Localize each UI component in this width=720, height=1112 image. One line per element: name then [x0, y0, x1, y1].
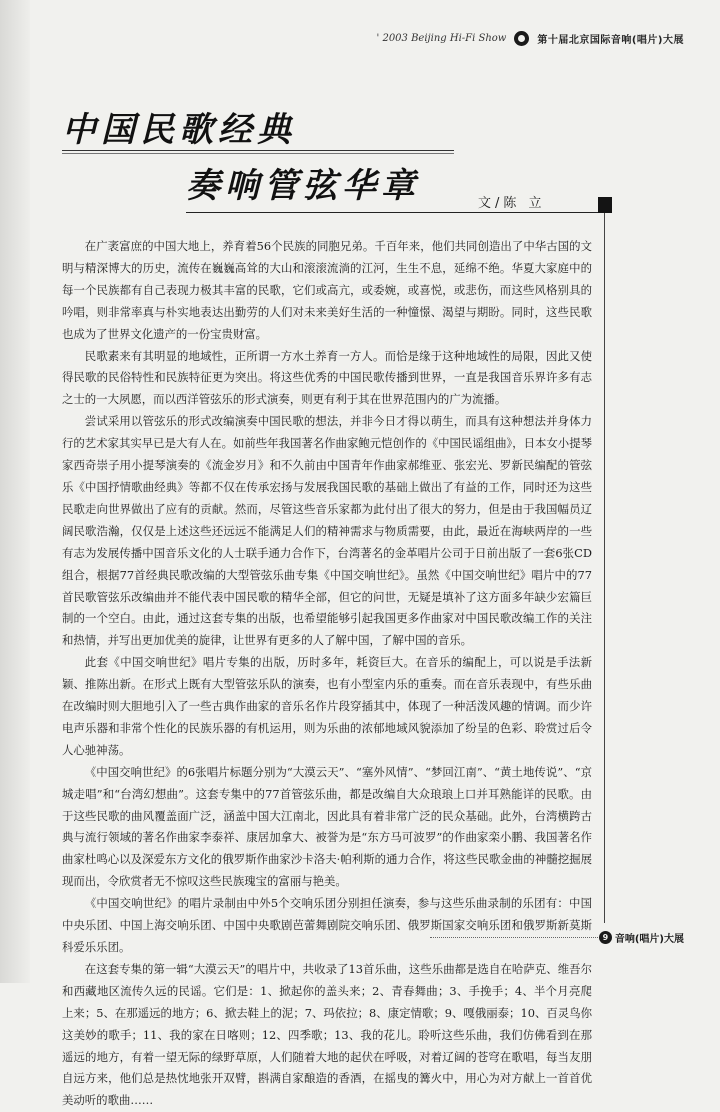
byline-marker — [598, 197, 612, 213]
footer-dotted-line — [430, 937, 600, 939]
title-rule — [62, 150, 454, 151]
paragraph: 尝试采用以管弦乐的形式改编演奏中国民歌的想法，并非今日才得以萌生，而具有这种想法并身体力行的艺术家其实早已是大有人在。如前些年我国著名作曲家鲍元恺创作的《中国民谣组曲》，日本女小提琴家西奇崇子用小提琴演奏的《流金岁月》和不久前由中国青年作曲家郝维亚、张宏光、罗新民编配的管弦乐《中国抒情歌曲经典》等都不仅在传承宏扬与发展我国民歌的基础上做出了有益的工作，同时还为这些民歌走向世界做出了应有的贡献。然而，尽管这些音乐家都为此付出了很大的努力，但是由于我国幅员辽阔民歌浩瀚，仅仅是上述这些还远远不能满足人们的精神需求与物质需要，由此，最近在海峡两岸的一些有志为发展传播中国音乐文化的人士联手通力合作下，台湾著名的金革唱片公司于日前出版了一套6张CD组合，根据77首经典民歌改编的大型管弦乐曲专集《中国交响世纪》。虽然《中国交响世纪》唱片中的77首民歌管弦乐改编曲并不能代表中国民歌的精华全部，但它的问世，无疑是填补了这方面多年缺少宏篇巨制的一个空白。由此，通过这套专集的出版，也希望能够引起我国更多作曲家对中国民歌改编工作的关注和热情，并写出更加优美的旋律，让世界有更多的人了解中国，了解中国的音乐。 — [62, 414, 592, 648]
running-header — [377, 28, 684, 48]
paragraph: 在广袤富庶的中国大地上，养育着56个民族的同胞兄弟。千百年来，他们共同创造出了中华古国的文明与精深博大的历史，流传在巍巍高耸的大山和滚滚流淌的江河，生生不息，延绵不绝。华夏大家庭中的每一个民族都有自己表现力极其丰富的民歌，它们或高亢，或委婉，或喜悦，或悲伤，而这些风格别具的吟唱，则非常率真与朴实地表达出勤劳的人们对未来美好生活的一种憧憬、渴望与期盼。同时，这些民歌也成为了世界文化遗产的一份宝贵财富。 — [62, 239, 592, 341]
page-number: 9 — [599, 931, 612, 944]
title-rule-secondary — [62, 153, 454, 154]
magazine-name: 音响(唱片)大展 — [614, 934, 684, 945]
author-byline: 文/陈 立 — [478, 196, 546, 211]
event-name: 第十届北京国际音响(唱片)大展 — [537, 34, 684, 46]
page-edge — [0, 0, 30, 983]
disc-icon — [514, 31, 529, 46]
article-body — [62, 236, 592, 1112]
paragraph: 民歌素来有其明显的地域性，正所谓一方水土养育一方人。而恰是缘于这种地域性的局限，因此又使得民歌的民俗特性和民族特征更为突出。将这些优秀的中国民歌传播到世界，一直是我国音乐界许多有志之士的一大夙愿，而以西洋管弦乐的形式演奏，则更有利于其在世界范围内的广为流播。 — [62, 348, 592, 407]
paragraph: 《中国交响世纪》的唱片录制由中外5个交响乐团分别担任演奏，参与这些乐曲录制的乐团有：中国中央乐团、中国上海交响乐团、中国中央歌剧芭蕾舞剧院交响乐团、俄罗斯国家交响乐团和俄罗斯新莫斯科爱乐乐团。 — [62, 896, 592, 954]
page-footer — [599, 930, 684, 945]
byline-rule — [186, 212, 598, 213]
article-title: 中国民歌经典 — [62, 110, 296, 150]
article-subtitle: 奏响管弦华章 — [186, 166, 420, 206]
paragraph: 在这套专集的第一辑“大漠云天”的唱片中，共收录了13首乐曲，这些乐曲都是选自在哈萨克、维吾尔和西藏地区流传久远的民谣。它们是：1、掀起你的盖头来；2、青春舞曲；3、手挽手；4、半个月亮爬上来；5、在那遥远的地方；6、掀去鞋上的泥；7、玛依拉；8、康定情歌；9、嘎俄丽泰；10、百灵鸟你这美妙的歌手；11、我的家在日喀则；12、四季歌；13、我的花儿。聆听这些乐曲，我们仿佛看到在那遥远的地方，有着一望无际的绿野草原，人们随着大地的起伏在呼吸，对着辽阔的苍穹在歌唱，每当友朋自远方来，他们总是热忱地张开双臂，斟满自家酿造的香酒，在摇曳的篝火中，用心为对方献上一首首优美动听的歌曲…… — [62, 961, 592, 1108]
column-rule — [604, 213, 605, 923]
paragraph: 此套《中国交响世纪》唱片专集的出版，历时多年，耗资巨大。在音乐的编配上，可以说是手法新颖、推陈出新。在形式上既有大型管弦乐队的演奏，也有小型室内乐的重奏。而在音乐表现中，有些乐曲在改编时则大胆地引入了一些古典作曲家的音乐名作片段穿插其中，体现了一种活泼风趣的情调。而少许电声乐器和非常个性化的民族乐器的有机运用，则为乐曲的浓郁地域风貌添加了纷呈的色彩、聆赏过后令人心驰神荡。 — [62, 655, 592, 757]
show-name: ' 2003 Beijing Hi-Fi Show — [376, 32, 507, 44]
paragraph: 《中国交响世纪》的6张唱片标题分别为“大漠云天”、“塞外风情”、“梦回江南”、“黄土地传说”、“京城走唱”和“台湾幻想曲”。这套专集中的77首管弦乐曲，都是改编自大众琅琅上口并耳熟能详的民歌。由于这些民歌的曲风覆盖面广泛，涵盖中国大江南北，因此具有着非常广泛的民众基础。此外，台湾横跨古典与流行领域的著名作曲家李泰祥、康居加拿大、被誉为是“东方马可波罗”的作曲家栾小鹏、我国著名作曲家杜鸣心以及深爱东方文化的俄罗斯作曲家沙卡洛夫·帕利斯的通力合作，将这些民歌金曲的神髓挖掘展现而出，令欣赏者无不惊叹这些民族瑰宝的富丽与艳美。 — [62, 764, 592, 889]
